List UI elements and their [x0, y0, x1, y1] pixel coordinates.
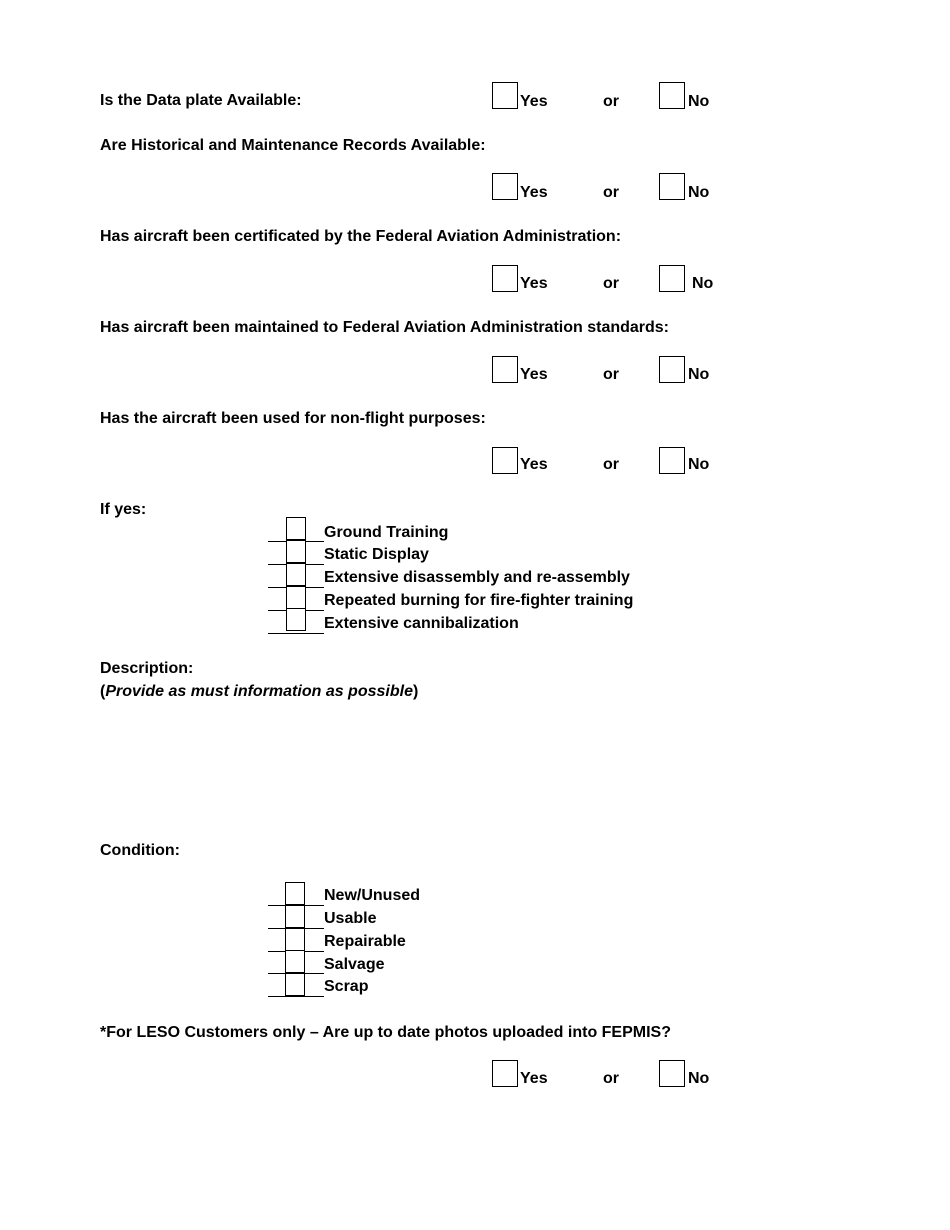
no-label: No	[688, 456, 710, 473]
or-label: or	[603, 275, 619, 292]
or-label: or	[603, 366, 619, 383]
ground-training-checkbox[interactable]	[286, 517, 306, 540]
condition-option-label: New/Unused	[324, 887, 421, 904]
description-hint	[100, 682, 418, 702]
yes-label: Yes	[520, 275, 548, 292]
static-display-checkbox[interactable]	[286, 540, 306, 563]
leso-question-label: *For LESO Customers only – Are up to date photos uploaded into FEPMIS?	[100, 1024, 671, 1041]
description-hint-close: )	[412, 683, 419, 700]
yes-checkbox[interactable]	[492, 173, 518, 200]
no-label: No	[688, 1070, 710, 1087]
condition-option-label: Usable	[324, 910, 377, 927]
description-hint-open: (	[100, 683, 106, 700]
option-label: Extensive cannibalization	[324, 615, 519, 632]
option-label: Static Display	[324, 546, 429, 563]
option-underline	[268, 633, 324, 634]
yes-label: Yes	[520, 184, 548, 201]
yes-checkbox[interactable]	[492, 356, 518, 383]
option-label: Ground Training	[324, 524, 449, 541]
yes-checkbox[interactable]	[492, 1060, 518, 1087]
yes-checkbox[interactable]	[492, 447, 518, 474]
or-label: or	[603, 1070, 619, 1087]
question-label: Are Historical and Maintenance Records Available:	[100, 137, 486, 154]
question-label: Has the aircraft been used for non-flight purposes:	[100, 410, 486, 427]
no-checkbox[interactable]	[659, 447, 685, 474]
cannibalization-checkbox[interactable]	[286, 608, 306, 631]
no-label: No	[688, 184, 710, 201]
option-label: Extensive disassembly and re-assembly	[324, 569, 630, 586]
option-label: Repeated burning for fire-fighter training	[324, 592, 634, 609]
question-label: Has aircraft been maintained to Federal Aviation Administration standards:	[100, 319, 670, 336]
yes-checkbox[interactable]	[492, 82, 518, 109]
yes-checkbox[interactable]	[492, 265, 518, 292]
no-checkbox[interactable]	[659, 265, 685, 292]
condition-option-label: Repairable	[324, 933, 406, 950]
or-label: or	[603, 93, 619, 110]
no-checkbox[interactable]	[659, 82, 685, 109]
no-checkbox[interactable]	[659, 356, 685, 383]
new-unused-checkbox[interactable]	[285, 882, 305, 905]
description-label: Description:	[100, 660, 194, 677]
or-label: or	[603, 456, 619, 473]
salvage-checkbox[interactable]	[285, 950, 305, 973]
scrap-checkbox[interactable]	[285, 973, 305, 996]
disassembly-checkbox[interactable]	[286, 563, 306, 586]
yes-label: Yes	[520, 366, 548, 383]
repairable-checkbox[interactable]	[285, 928, 305, 951]
yes-label: Yes	[520, 1070, 548, 1087]
condition-option-label: Scrap	[324, 978, 369, 995]
option-underline	[268, 996, 324, 997]
no-checkbox[interactable]	[659, 1060, 685, 1087]
yes-label: Yes	[520, 456, 548, 473]
no-label: No	[692, 275, 714, 292]
usable-checkbox[interactable]	[285, 905, 305, 928]
or-label: or	[603, 184, 619, 201]
no-checkbox[interactable]	[659, 173, 685, 200]
description-hint-text: Provide as must information as possible	[105, 683, 413, 700]
question-label: Has aircraft been certificated by the Federal Aviation Administration:	[100, 228, 622, 245]
condition-label: Condition:	[100, 842, 180, 859]
no-label: No	[688, 93, 710, 110]
yes-label: Yes	[520, 93, 548, 110]
no-label: No	[688, 366, 710, 383]
if-yes-label: If yes:	[100, 501, 147, 518]
question-label: Is the Data plate Available:	[100, 92, 302, 109]
fire-training-checkbox[interactable]	[286, 586, 306, 609]
condition-option-label: Salvage	[324, 956, 385, 973]
